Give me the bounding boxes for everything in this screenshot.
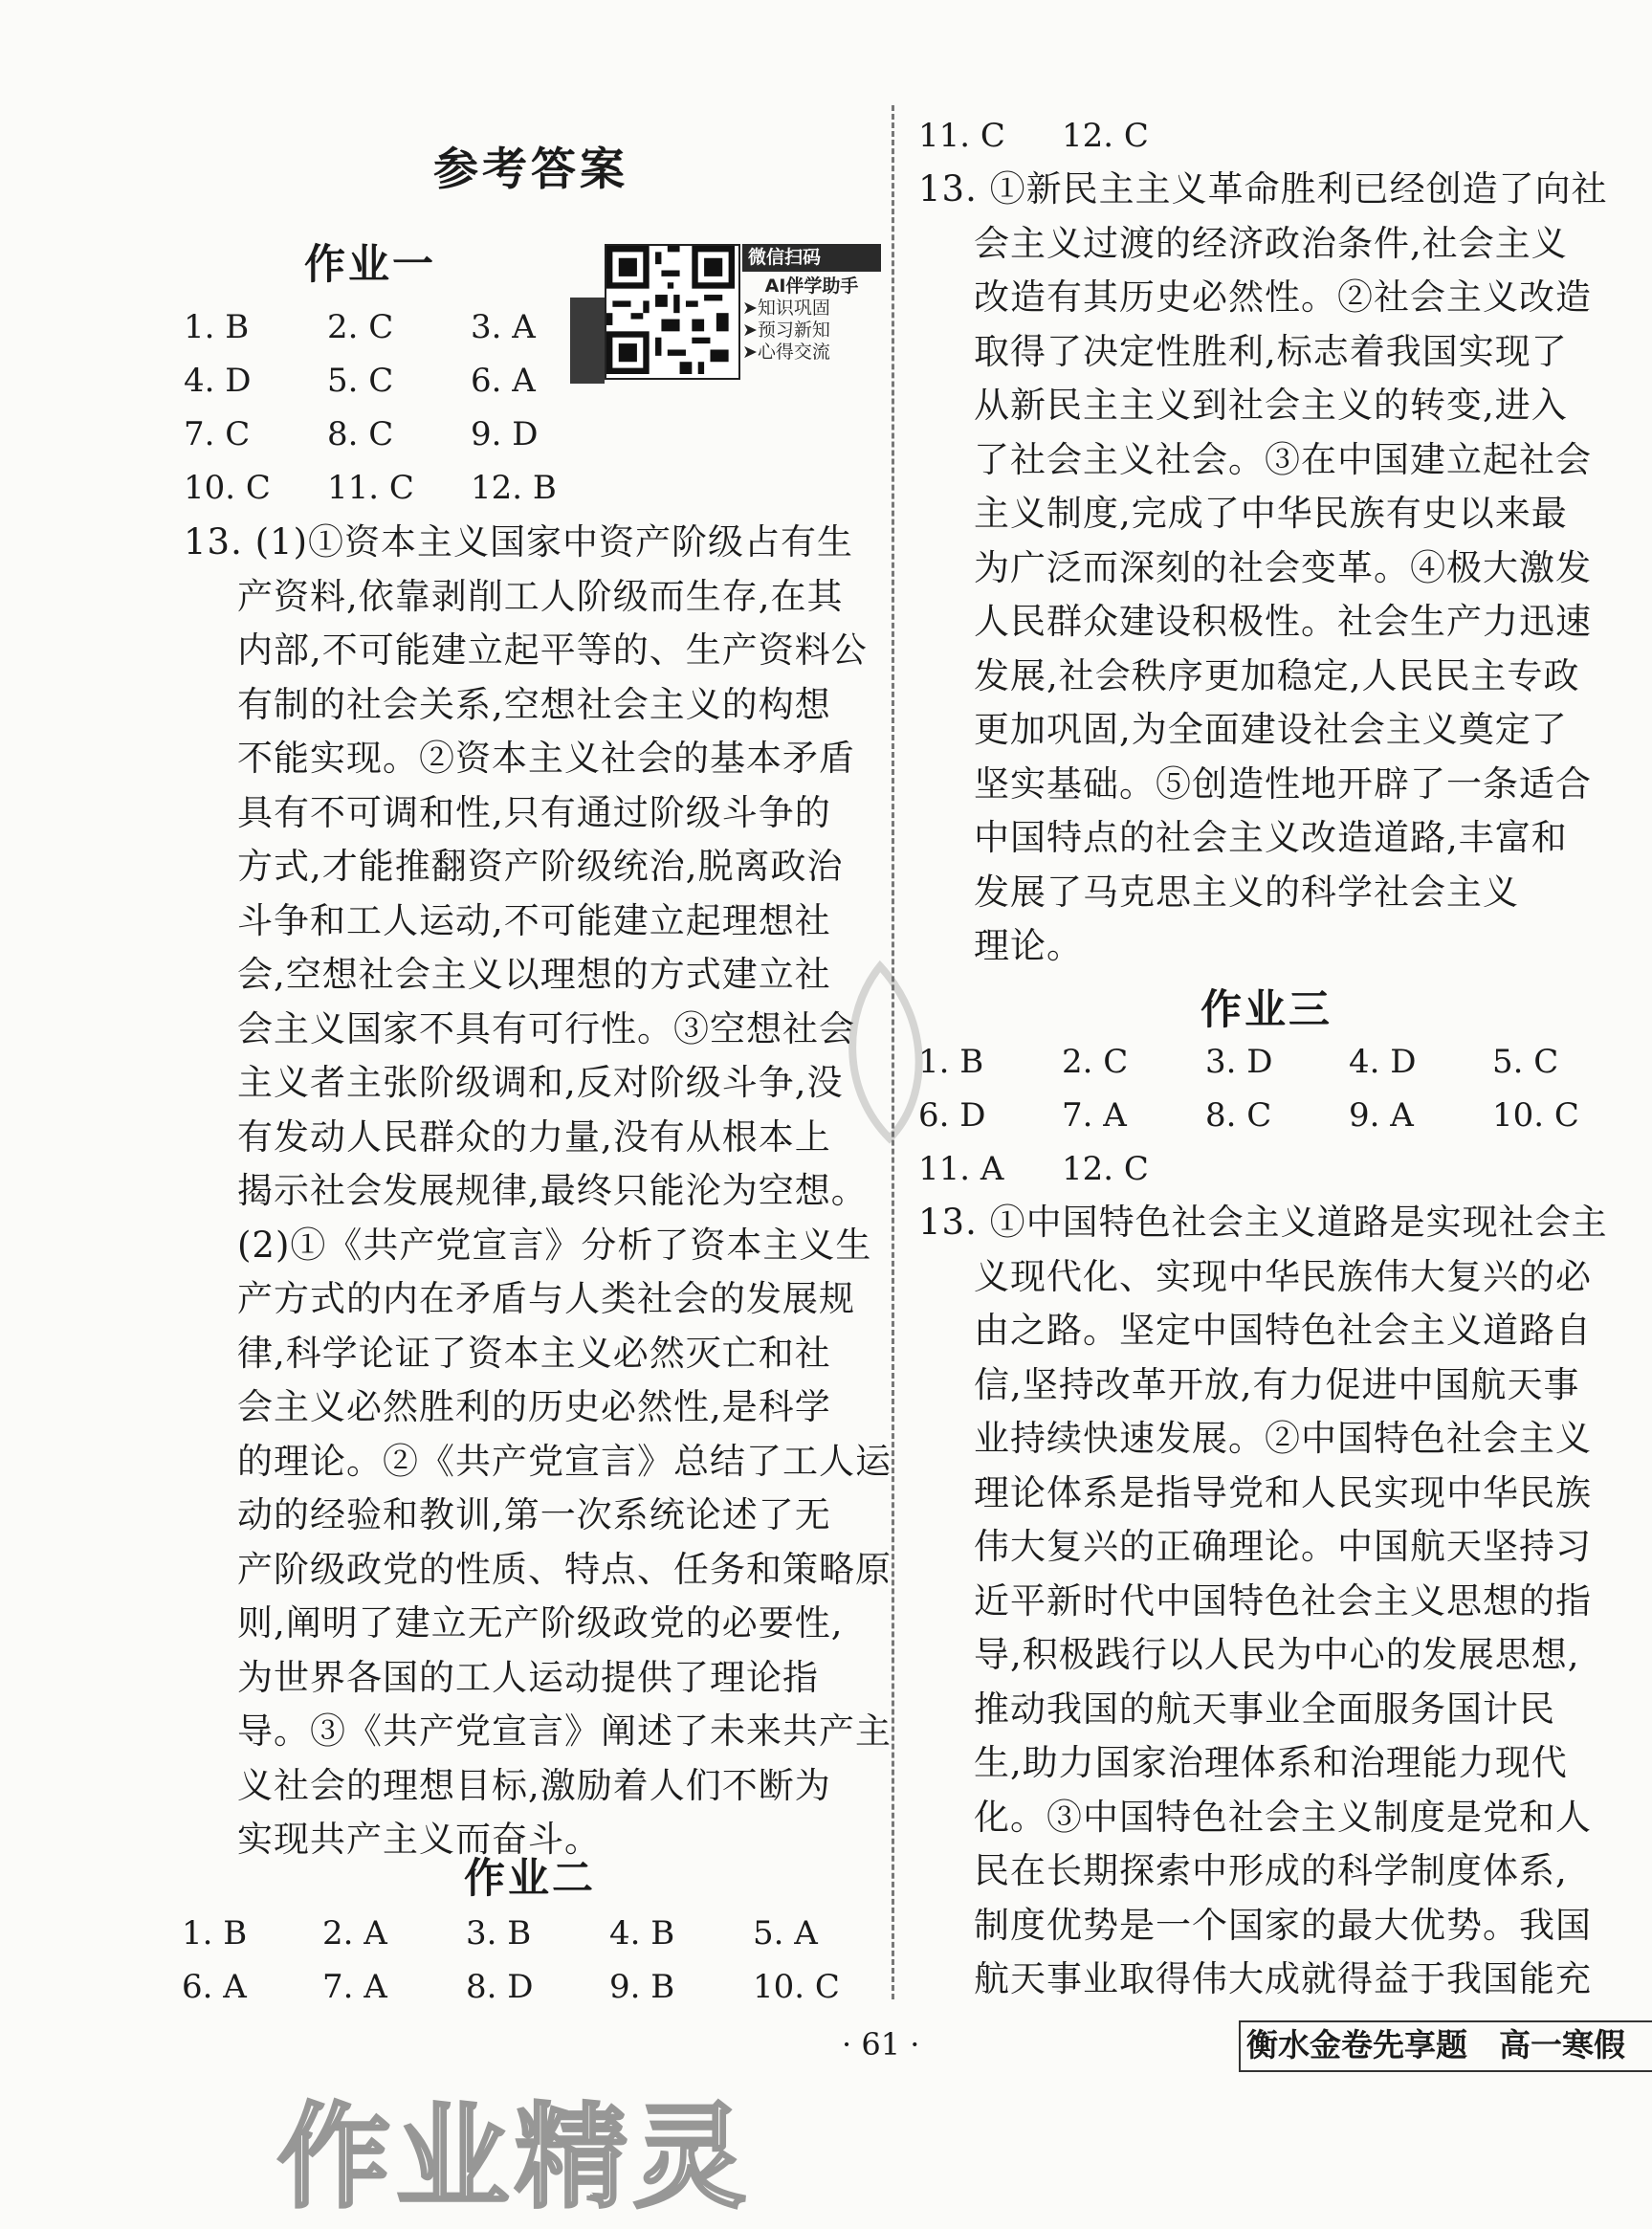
answer: 3. A [471,308,536,346]
answer: 10. C [1492,1096,1579,1135]
answer: 12. C [1062,117,1149,155]
text-line: 生,助力国家治理体系和治理能力现代 [974,1742,1568,1783]
text-line: 为世界各国的工人运动提供了理论指 [237,1656,819,1698]
answer: 2. C [1062,1043,1129,1081]
text-line: 方式,才能推翻资产阶级统治,脱离政治 [237,846,844,887]
text-line: 业持续快速发展。②中国特色社会主义 [974,1418,1592,1459]
text-line: 主义制度,完成了中华民族有史以来最 [974,493,1568,534]
text-line: 会主义国家不具有可行性。③空想社会 [237,1007,855,1049]
text-line: 近平新时代中国特色社会主义思想的指 [974,1579,1592,1622]
answer: 5. A [753,1914,818,1953]
text-line: (2)①《共产党宣言》分析了资本主义生 [237,1224,872,1266]
hw2-heading: 作业二 [464,1855,596,1903]
text-line: 不能实现。②资本主义社会的基本矛盾 [237,738,855,779]
book-series-label: 衡水金卷先享题 高一寒假 [1239,2020,1652,2072]
answer: 6. D [918,1096,986,1135]
page-number: · 61 · [842,2026,920,2063]
answer: 2. A [322,1914,387,1953]
answer: 10. C [184,469,271,507]
text-line: 由之路。坚定中国特色社会主义道路自 [974,1310,1592,1351]
answer: 8. D [466,1968,534,2006]
answer: 11. A [918,1150,1004,1188]
text-line: 从新民主主义到社会主义的转变,进入 [974,385,1568,426]
text-line: 斗争和工人运动,不可能建立起理想社 [237,899,831,941]
text-line: 义现代化、实现中华民族伟大复兴的必 [974,1255,1592,1297]
text-line: 化。③中国特色社会主义制度是党和人 [974,1796,1592,1838]
answer: 3. B [466,1914,532,1953]
qr-promo[interactable] [570,238,881,384]
stand-icon [570,298,605,384]
text-line: 13. (1)①资本主义国家中资产阶级占有生 [184,521,854,563]
text-line: 揭示社会发展规律,最终只能沦为空想。 [237,1170,868,1211]
answer: 11. C [327,469,414,507]
feature-item: ➤知识巩固 [742,298,830,319]
text-line: 产资料,依靠剥削工人阶级而生存,在其 [237,575,844,617]
text-line: 理论。 [974,925,1083,966]
hw3-heading: 作业三 [1200,986,1333,1034]
answer: 6. A [182,1968,247,2006]
text-line: 推动我国的航天事业全面服务国计民 [974,1688,1555,1730]
text-line: 内部,不可能建立起平等的、生产资料公 [237,629,868,671]
text-line: 中国特点的社会主义改造道路,丰富和 [974,817,1568,858]
watermark: 作业精灵 [277,2091,753,2223]
text-line: 动的经验和教训,第一次系统论述了无 [237,1494,831,1535]
answer: 4. D [1349,1043,1417,1081]
answer: 8. C [1205,1096,1272,1135]
text-line: 伟大复兴的正确理论。中国航天坚持习 [974,1526,1592,1567]
text-line: 13. ①新民主主义革命胜利已经创造了向社 [918,168,1608,210]
answer: 7. A [1062,1096,1127,1135]
text-line: 具有不可调和性,只有通过阶级斗争的 [237,791,831,833]
page-title: 参考答案 [433,143,628,196]
text-line: 主义者主张阶级调和,反对阶级斗争,没 [237,1062,844,1103]
text-line: 导,积极践行以人民为中心的发展思想, [974,1634,1580,1675]
text-line: 航天事业取得伟大成就得益于我国能充 [974,1958,1592,1999]
answer: 3. D [1205,1043,1273,1081]
answer: 7. C [184,415,251,453]
text-line: 义社会的理想目标,激励着人们不断为 [237,1764,831,1806]
qr-code-icon [606,246,735,374]
text-line: 更加巩固,为全面建设社会主义奠定了 [974,709,1568,750]
answer: 4. D [184,362,252,400]
answer: 1. B [182,1914,248,1953]
feature-item: ➤心得交流 [742,342,830,363]
qr-caption [742,244,881,364]
answer: 9. A [1349,1096,1414,1135]
text-line: 人民群众建设积极性。社会生产力迅速 [974,601,1592,642]
qr-code[interactable] [605,244,740,380]
feature-item: ➤预习新知 [742,320,830,341]
answer: 12. B [471,469,557,507]
text-line: 会主义必然胜利的历史必然性,是科学 [237,1386,831,1427]
text-line: 了社会主义社会。③在中国建立起社会 [974,438,1592,480]
answer: 8. C [327,415,394,453]
text-line: 产方式的内在矛盾与人类社会的发展规 [237,1278,855,1319]
text-line: 为广泛而深刻的社会变革。④极大激发 [974,546,1592,588]
answer: 11. C [918,117,1005,155]
text-line: 则,阐明了建立无产阶级政党的必要性, [237,1602,844,1644]
answer: 2. C [327,308,394,346]
hw1-heading: 作业一 [304,241,436,289]
hw1-q13-answer [184,516,892,1867]
assistant-label: AI伴学助手 [764,276,859,297]
hw3-q13-answer [918,1196,1608,2007]
hw2-q13-answer [918,163,1608,974]
scan-label: 微信扫码 [742,244,881,272]
text-line: 导。③《共产党宣言》阐述了未来共产主 [237,1710,892,1752]
text-line: 制度优势是一个国家的最大优势。我国 [974,1904,1592,1946]
text-line: 改造有其历史必然性。②社会主义改造 [974,276,1592,318]
text-line: 信,坚持改革开放,有力促进中国航天事 [974,1363,1580,1405]
text-line: 发展了马克思主义的科学社会主义 [974,871,1519,913]
text-line: 会主义过渡的经济政治条件,社会主义 [974,222,1568,264]
text-line: 13. ①中国特色社会主义道路是实现社会主 [918,1202,1608,1243]
text-line: 的理论。②《共产党宣言》总结了工人运 [237,1440,892,1482]
watermark-stamp-icon [823,957,947,1148]
text-line: 产阶级政党的性质、特点、任务和策略原 [237,1548,892,1590]
answer: 1. B [918,1043,984,1081]
text-line: 会,空想社会主义以理想的方式建立社 [237,954,831,995]
text-line: 有制的社会关系,空想社会主义的构想 [237,683,831,725]
text-line: 理论体系是指导党和人民实现中华民族 [974,1471,1592,1513]
answer: 5. C [327,362,394,400]
answer: 10. C [753,1968,840,2006]
text-line: 发展,社会秩序更加稳定,人民民主专政 [974,654,1580,696]
answer: 5. C [1492,1043,1559,1081]
text-line: 坚实基础。⑤创造性地开辟了一条适合 [974,762,1592,805]
text-line: 律,科学论证了资本主义必然灭亡和社 [237,1332,831,1374]
answer: 4. B [609,1914,675,1953]
text-line: 实现共产主义而奋斗。 [237,1819,601,1860]
text-line: 有发动人民群众的力量,没有从根本上 [237,1115,831,1158]
answer: 9. B [609,1968,675,2006]
text-line: 取得了决定性胜利,标志着我国实现了 [974,330,1568,372]
answer: 9. D [471,415,539,453]
answer: 1. B [184,308,250,346]
answer: 12. C [1062,1150,1149,1188]
answer: 7. A [322,1968,387,2006]
answer: 6. A [471,362,536,400]
text-line: 民在长期探索中形成的科学制度体系, [974,1850,1568,1891]
